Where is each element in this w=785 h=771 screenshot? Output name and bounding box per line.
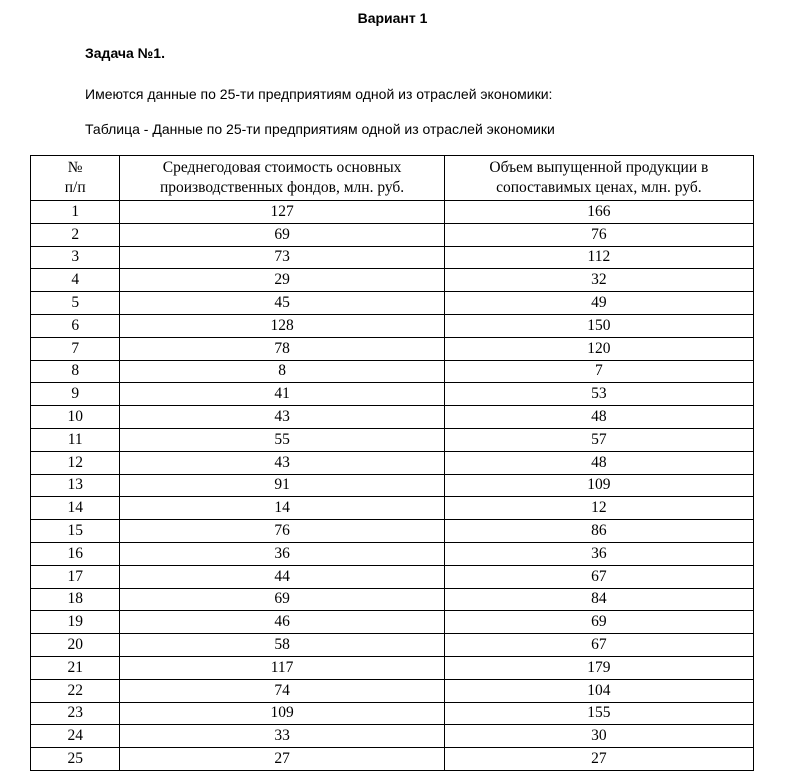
table-header: [31, 156, 754, 201]
fixed-assets-cell: 27: [120, 748, 444, 771]
table-row: [31, 360, 754, 383]
output-cell: 69: [444, 611, 753, 634]
output-cell: 30: [444, 725, 753, 748]
row-number-cell: 10: [31, 406, 120, 429]
fixed-assets-cell: 43: [120, 406, 444, 429]
column-header-number-line1: №: [67, 159, 83, 176]
task-title: Задача №1.: [85, 45, 165, 61]
row-number-cell: 25: [31, 748, 120, 771]
row-number-cell: 3: [31, 246, 120, 269]
output-cell: 67: [444, 565, 753, 588]
fixed-assets-cell: 41: [120, 383, 444, 406]
column-header-fixed-assets-line2: производственных фондов, млн. руб.: [159, 179, 405, 196]
table-row: [31, 246, 754, 269]
table-row: [31, 451, 754, 474]
row-number-cell: 19: [31, 611, 120, 634]
output-cell: 57: [444, 428, 753, 451]
table-row: [31, 314, 754, 337]
table-row: [31, 611, 754, 634]
column-header-number-line2: п/п: [64, 179, 86, 196]
table-row: [31, 542, 754, 565]
row-number-cell: 15: [31, 520, 120, 543]
table-row: [31, 702, 754, 725]
output-cell: 155: [444, 702, 753, 725]
header-row: [31, 156, 754, 201]
fixed-assets-cell: 58: [120, 634, 444, 657]
variant-title: Вариант 1: [357, 10, 428, 26]
row-number-cell: 13: [31, 474, 120, 497]
fixed-assets-cell: 91: [120, 474, 444, 497]
table-row: [31, 725, 754, 748]
fixed-assets-cell: 117: [120, 656, 444, 679]
output-cell: 12: [444, 497, 753, 520]
table-row: [31, 748, 754, 771]
row-number-cell: 24: [31, 725, 120, 748]
table-row: [31, 337, 754, 360]
output-cell: 7: [444, 360, 753, 383]
fixed-assets-cell: 69: [120, 223, 444, 246]
row-number-cell: 16: [31, 542, 120, 565]
column-header-fixed-assets: [120, 156, 444, 201]
fixed-assets-cell: 74: [120, 679, 444, 702]
fixed-assets-cell: 127: [120, 201, 444, 224]
enterprise-data-table: [30, 155, 754, 771]
fixed-assets-cell: 128: [120, 314, 444, 337]
column-header-output: [444, 156, 753, 201]
column-header-output-line1: Объем выпущенной продукции в: [489, 159, 709, 176]
intro-text: Имеются данные по 25-ти предприятиям одной из отраслей экономики:: [85, 86, 553, 102]
fixed-assets-cell: 33: [120, 725, 444, 748]
output-cell: 76: [444, 223, 753, 246]
table-row: [31, 406, 754, 429]
fixed-assets-cell: 29: [120, 269, 444, 292]
fixed-assets-cell: 73: [120, 246, 444, 269]
table-row: [31, 428, 754, 451]
fixed-assets-cell: 14: [120, 497, 444, 520]
fixed-assets-cell: 44: [120, 565, 444, 588]
fixed-assets-cell: 43: [120, 451, 444, 474]
row-number-cell: 6: [31, 314, 120, 337]
column-header-number: [31, 156, 120, 201]
row-number-cell: 21: [31, 656, 120, 679]
row-number-cell: 1: [31, 201, 120, 224]
output-cell: 32: [444, 269, 753, 292]
output-cell: 67: [444, 634, 753, 657]
fixed-assets-cell: 36: [120, 542, 444, 565]
column-header-output-line2: сопоставимых ценах, млн. руб.: [496, 179, 702, 196]
row-number-cell: 22: [31, 679, 120, 702]
output-cell: 109: [444, 474, 753, 497]
table-row: [31, 201, 754, 224]
table-row: [31, 520, 754, 543]
output-cell: 112: [444, 246, 753, 269]
fixed-assets-cell: 46: [120, 611, 444, 634]
table-row: [31, 565, 754, 588]
fixed-assets-cell: 78: [120, 337, 444, 360]
row-number-cell: 18: [31, 588, 120, 611]
fixed-assets-cell: 8: [120, 360, 444, 383]
table-row: [31, 383, 754, 406]
output-cell: 86: [444, 520, 753, 543]
output-cell: 27: [444, 748, 753, 771]
table-row: [31, 269, 754, 292]
table-row: [31, 679, 754, 702]
row-number-cell: 17: [31, 565, 120, 588]
table-row: [31, 223, 754, 246]
fixed-assets-cell: 55: [120, 428, 444, 451]
row-number-cell: 11: [31, 428, 120, 451]
output-cell: 48: [444, 406, 753, 429]
row-number-cell: 4: [31, 269, 120, 292]
fixed-assets-cell: 76: [120, 520, 444, 543]
table-row: [31, 588, 754, 611]
output-cell: 166: [444, 201, 753, 224]
row-number-cell: 8: [31, 360, 120, 383]
table-row: [31, 634, 754, 657]
output-cell: 48: [444, 451, 753, 474]
table-body: [31, 201, 754, 771]
row-number-cell: 23: [31, 702, 120, 725]
output-cell: 104: [444, 679, 753, 702]
row-number-cell: 14: [31, 497, 120, 520]
table-row: [31, 474, 754, 497]
output-cell: 120: [444, 337, 753, 360]
table-row: [31, 497, 754, 520]
output-cell: 53: [444, 383, 753, 406]
row-number-cell: 5: [31, 292, 120, 315]
table-row: [31, 656, 754, 679]
row-number-cell: 9: [31, 383, 120, 406]
output-cell: 49: [444, 292, 753, 315]
output-cell: 36: [444, 542, 753, 565]
row-number-cell: 12: [31, 451, 120, 474]
fixed-assets-cell: 45: [120, 292, 444, 315]
row-number-cell: 7: [31, 337, 120, 360]
output-cell: 179: [444, 656, 753, 679]
row-number-cell: 20: [31, 634, 120, 657]
output-cell: 150: [444, 314, 753, 337]
table-caption: Таблица - Данные по 25-ти предприятиям одной из отраслей экономики: [85, 121, 555, 137]
fixed-assets-cell: 69: [120, 588, 444, 611]
row-number-cell: 2: [31, 223, 120, 246]
fixed-assets-cell: 109: [120, 702, 444, 725]
column-header-fixed-assets-line1: Среднегодовая стоимость основных: [162, 159, 402, 176]
output-cell: 84: [444, 588, 753, 611]
table-row: [31, 292, 754, 315]
